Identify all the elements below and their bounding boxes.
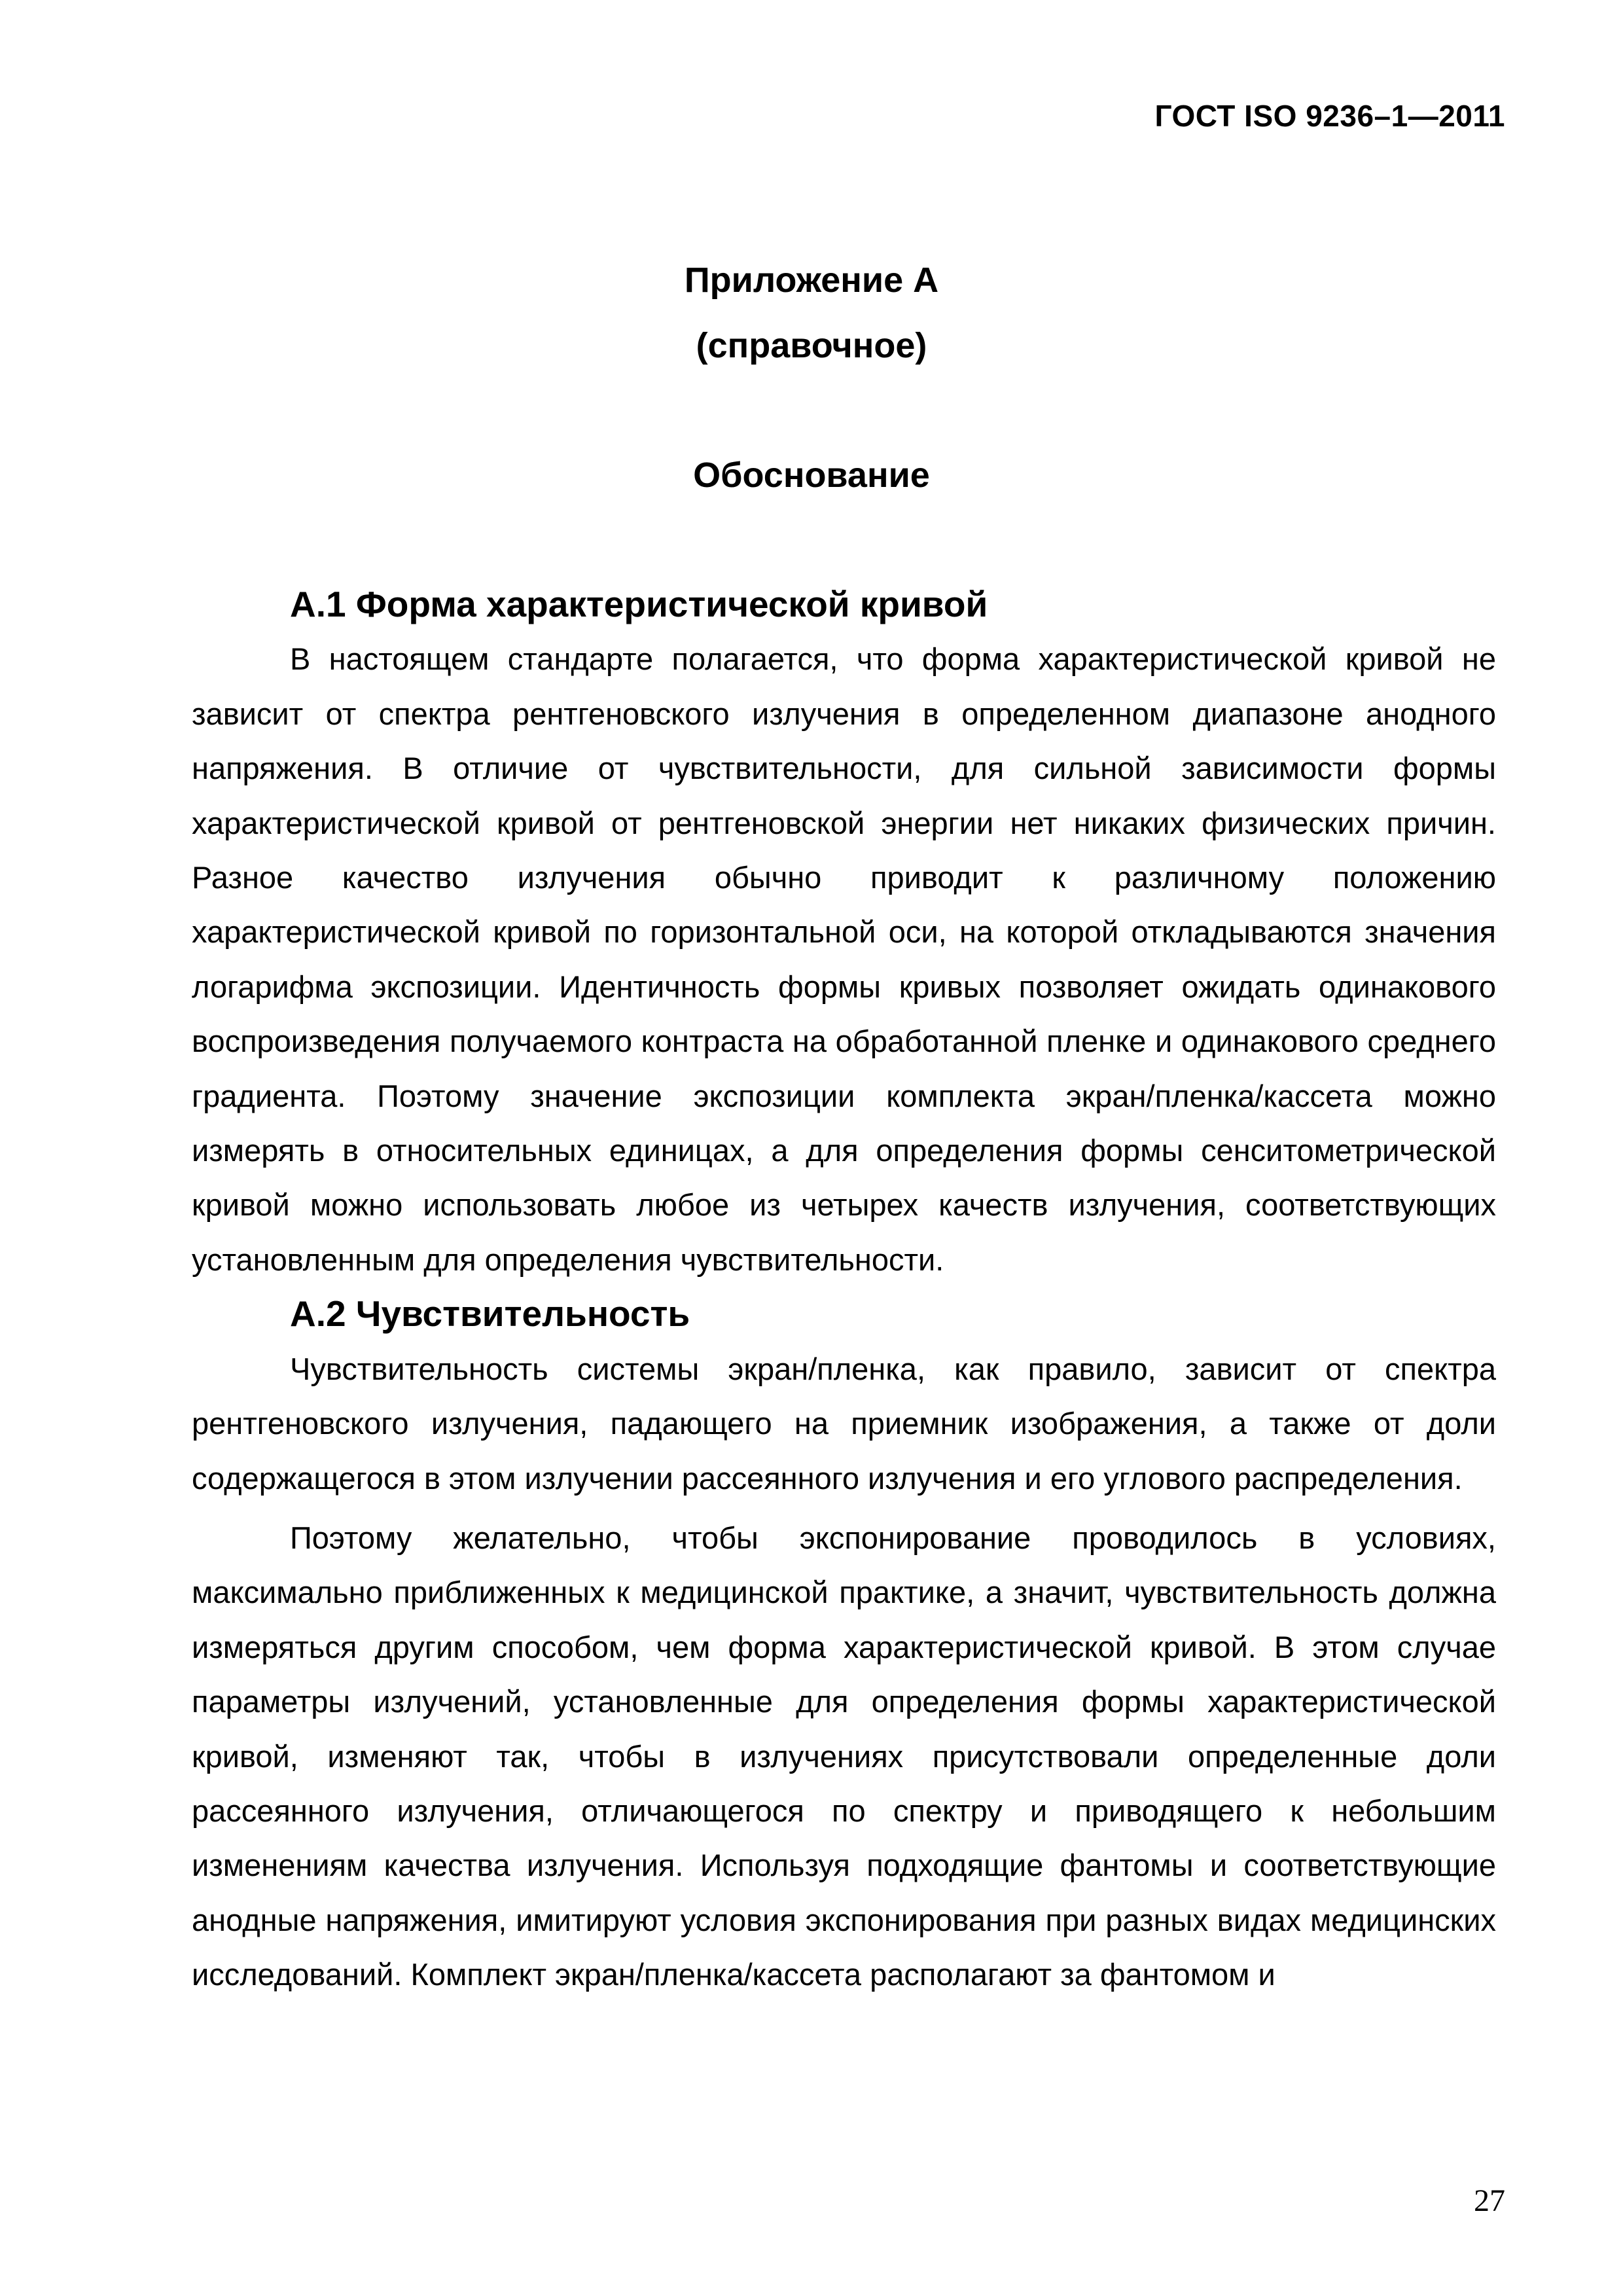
paragraph: Чувствительность системы экран/пленка, как правило, зависит от спектра рентгеновского излучения, падающего на приемник изображения, а также от доли содержащегося в этом излучении рассеянного излучения и его углового распределения. (192, 1351, 1496, 1496)
paragraph: В настоящем стандарте полагается, что форма характеристической кривой не зависит от спектра рентгеновского излучения в определенном диапазоне анодного напряжения. В отличие от чувствительности, для сильной зависимости формы характеристической кривой от рентгеновской энергии нет никаких физических причин. Разное качество излучения обычно приводит к различному положению характеристической кривой по горизонтальной оси, на которой откладываются значения логарифма экспозиции. Идентичность формы кривых позволяет ожидать одинакового воспроизведения получаемого контраста на обработанной пленке и одинакового среднего градиента. Поэтому значение экспозиции комплекта экран/пленка/кассета можно измерять в относительных единицах, а для определения формы сенситометрической кривой можно использовать любое из четырех качеств излучения, соответствующих установленным для определения чувствительности. (192, 641, 1496, 1277)
body-text (192, 577, 1496, 2002)
section-title-a2: А.2 Чувствительность (290, 1293, 690, 1335)
page-number: 27 (1474, 2183, 1505, 2218)
document-code: ГОСТ ISO 9236–1—2011 (1154, 99, 1505, 133)
paragraph: Поэтому желательно, чтобы экспонирование проводилось в условиях, максимально приближенных к медицинской практике, а значит, чувствительность должна измеряться другим способом, чем форма характеристической кривой. В этом случае параметры излучений, установленные для определения формы характеристической кривой, изменяют так, чтобы в излучениях присутствовали определенные доли рассеянного излучения, отличающегося по спектру и приводящего к небольшим изменениям качества излучения. Используя подходящие фантомы и соответствующие анодные напряжения, имитируют условия экспонирования при разных видах медицинских исследований. Комплект экран/пленка/кассета располагают за фантомом и (192, 1520, 1496, 1992)
section-title-a1: А.1 Форма характеристической кривой (290, 584, 988, 624)
annex-subtitle: (справочное) (696, 326, 927, 365)
annex-title: Приложение А (684, 260, 939, 300)
annex-heading: Обоснование (693, 456, 930, 495)
